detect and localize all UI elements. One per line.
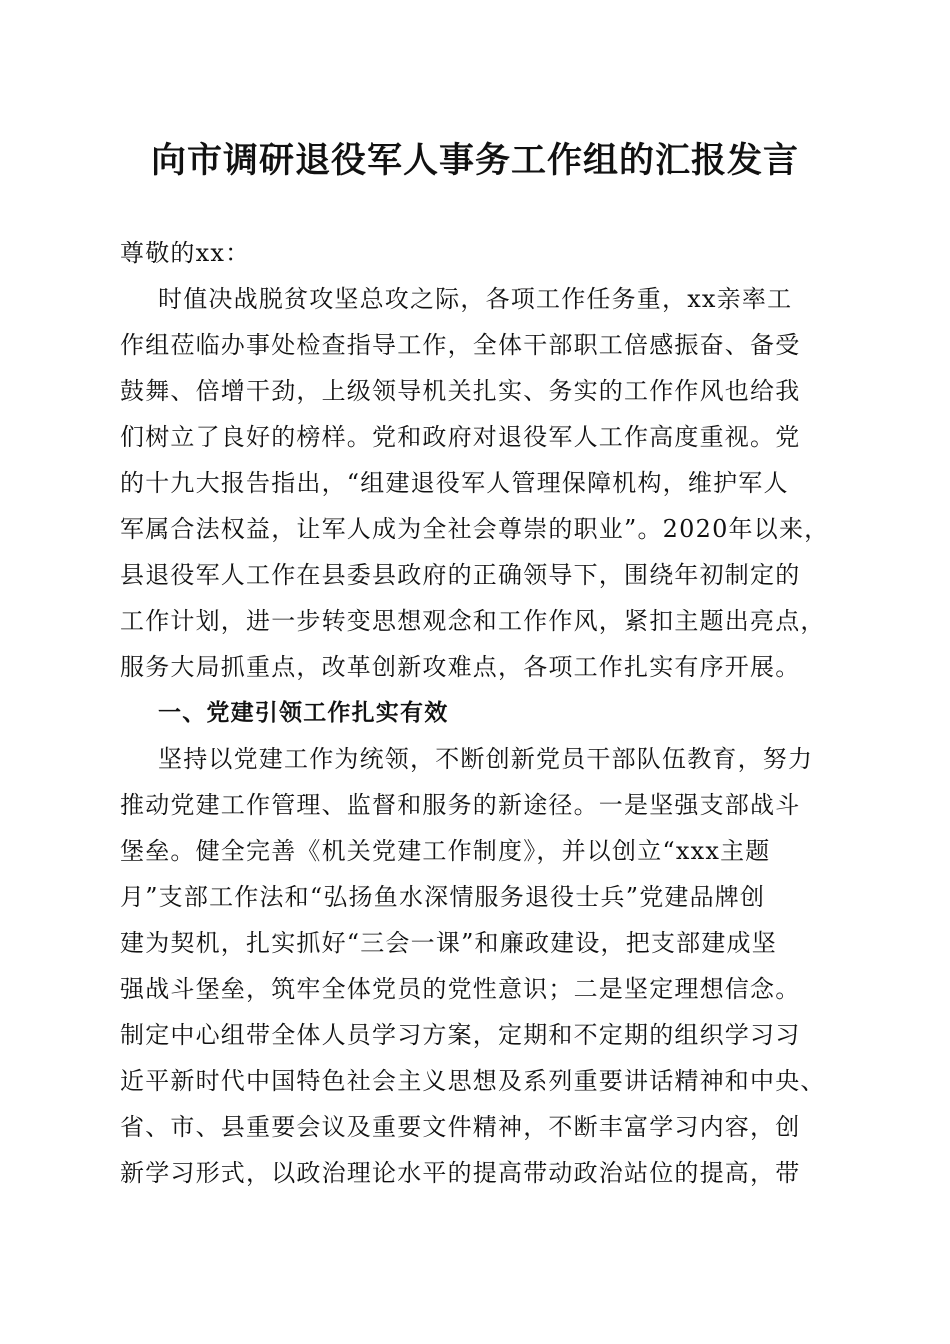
section-heading: 一、党建引领工作扎实有效 (158, 700, 449, 726)
paragraph-line: 堡垒。健全完善《机关党建工作制度》，并以创立“xxx主题 (120, 837, 771, 865)
paragraph-line: 新学习形式，以政治理论水平的提高带动政治站位的提高，带 (120, 1159, 801, 1187)
paragraph-line: 月”支部工作法和“弘扬鱼水深情服务退役士兵”党建品牌创 (120, 883, 766, 911)
paragraph-line: 的十九大报告指出，“组建退役军人管理保障机构，维护军人 (120, 469, 789, 497)
paragraph-line: 们树立了良好的榜样。党和政府对退役军人工作高度重视。党 (120, 423, 801, 451)
salutation: 尊敬的xx： (120, 239, 251, 267)
paragraph-line: 省、市、县重要会议及重要文件精神，不断丰富学习内容，创 (120, 1113, 801, 1141)
paragraph-line: 强战斗堡垒，筑牢全体党员的党性意识；二是坚定理想信念。 (120, 975, 801, 1003)
paragraph-line: 坚持以党建工作为统领，不断创新党员干部队伍教育，努力 (158, 745, 814, 773)
paragraph-line: 建为契机，扎实抓好“三会一课”和廉政建设，把支部建成坚 (120, 929, 777, 957)
paragraph-line: 军属合法权益，让军人成为全社会尊崇的职业”。2020年以来， (120, 515, 830, 543)
paragraph-line: 近平新时代中国特色社会主义思想及系列重要讲话精神和中央、 (120, 1067, 826, 1095)
paragraph-line: 工作计划，进一步转变思想观念和工作作风，紧扣主题出亮点， (120, 607, 826, 635)
paragraph-line: 推动党建工作管理、监督和服务的新途径。一是坚强支部战斗 (120, 791, 801, 819)
paragraph-line: 县退役军人工作在县委县政府的正确领导下，围绕年初制定的 (120, 561, 801, 589)
paragraph-line: 时值决战脱贫攻坚总攻之际，各项工作任务重，xx亲率工 (158, 285, 793, 313)
paragraph-line: 服务大局抓重点，改革创新攻难点，各项工作扎实有序开展。 (120, 653, 801, 681)
paragraph-line: 鼓舞、倍增干劲，上级领导机关扎实、务实的工作作风也给我 (120, 377, 801, 405)
paragraph-line: 作组莅临办事处检查指导工作，全体干部职工倍感振奋、备受 (120, 331, 801, 359)
paragraph-line: 制定中心组带全体人员学习方案，定期和不定期的组织学习习 (120, 1021, 801, 1049)
document-body (120, 230, 840, 1196)
document-title: 向市调研退役军人事务工作组的汇报发言 (150, 140, 799, 181)
